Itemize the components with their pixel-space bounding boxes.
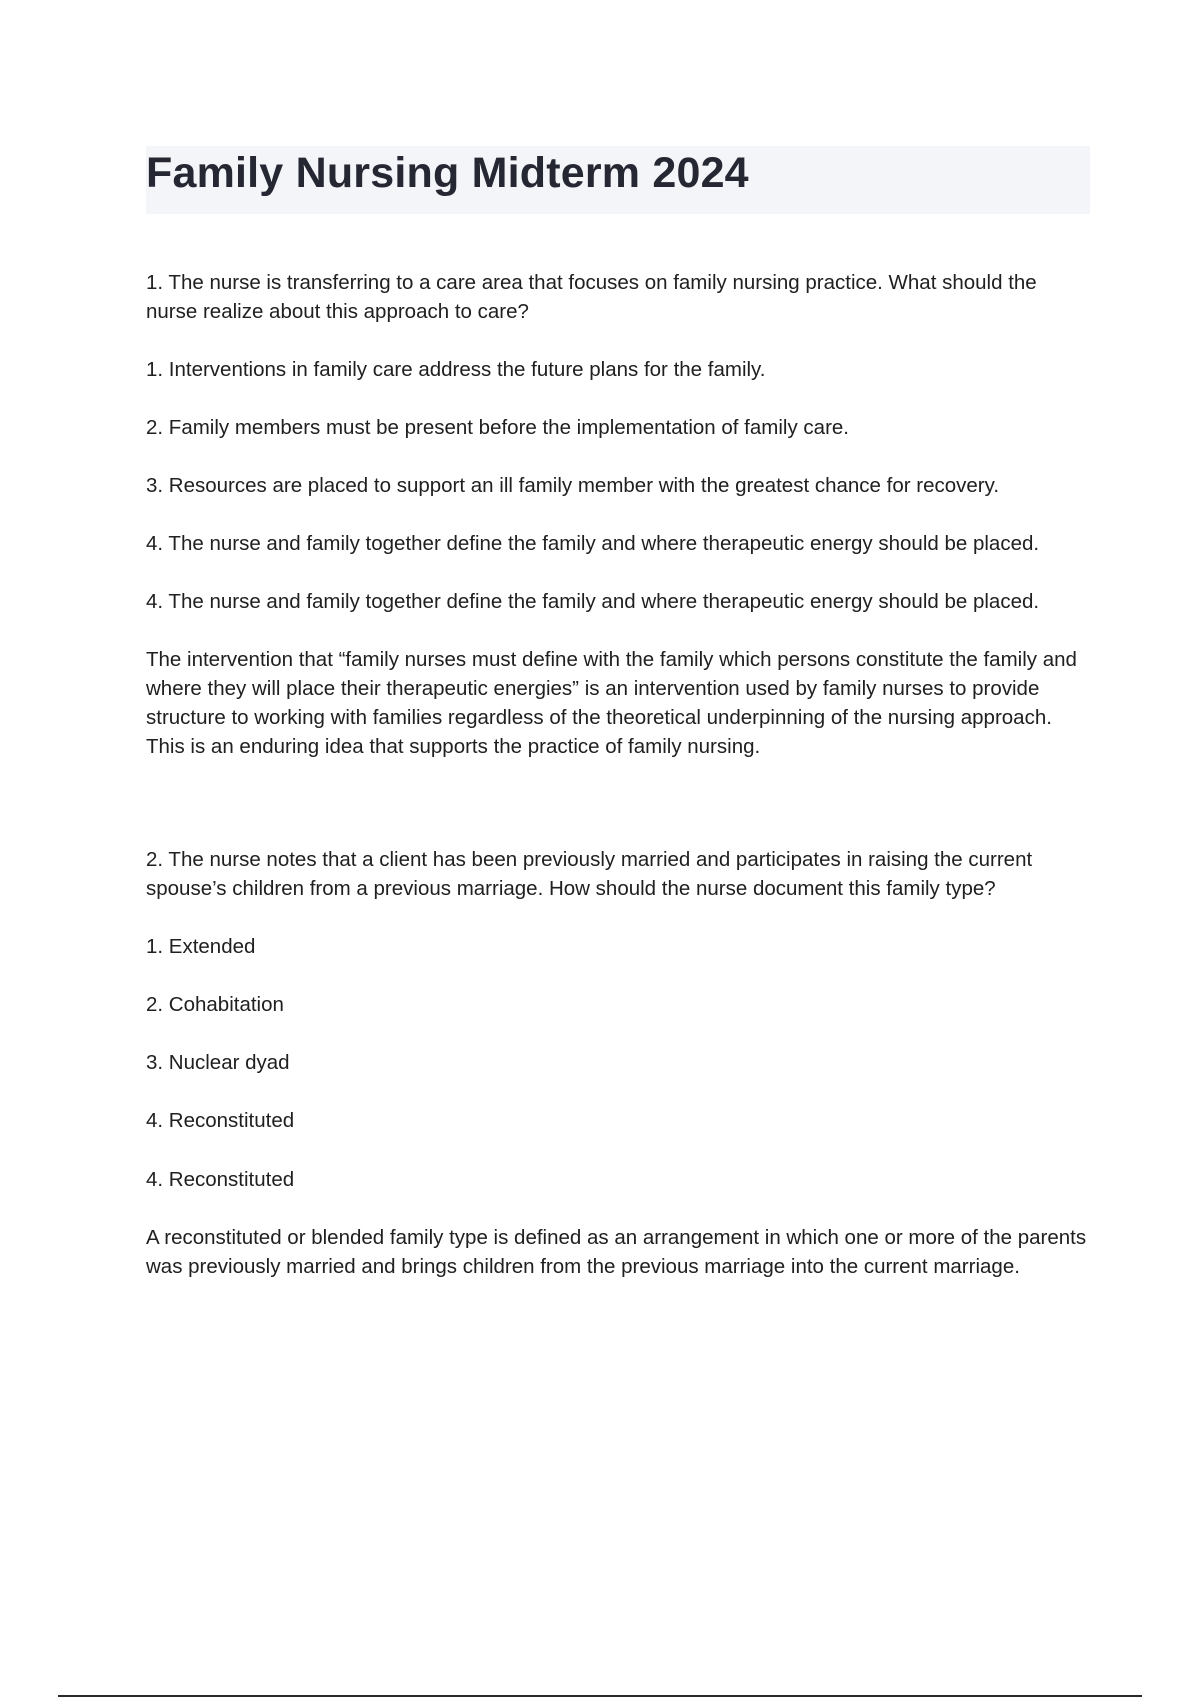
question-1-option-4: 4. The nurse and family together define the family and where therapeutic energy should be placed.: [146, 532, 1040, 555]
question-1-option-1: 1. Interventions in family care address the future plans for the family.: [146, 358, 766, 381]
question-1-option-2: 2. Family members must be present before the implementation of family care.: [146, 416, 849, 439]
footer-divider: [58, 1695, 1142, 1697]
question-1-rationale: The intervention that “family nurses must define with the family which persons constitute the family and where they will place their therapeutic energies” is an intervention used by family nurses to provide structure to working with families regardless of the theoretical underpinning of the nursing approach. This is an enduring idea that supports the practice of family nursing.: [146, 648, 1077, 758]
question-2-option-1: 1. Extended: [146, 935, 256, 958]
question-2-option-3: 3. Nuclear dyad: [146, 1051, 290, 1074]
page-title: Family Nursing Midterm 2024: [146, 149, 749, 197]
question-2-rationale: A reconstituted or blended family type is defined as an arrangement in which one or more of the parents was previously married and brings children from the previous marriage into the current marriage.: [146, 1226, 1087, 1278]
question-2-option-2: 2. Cohabitation: [146, 993, 284, 1016]
document-body: [146, 268, 1090, 1281]
question-1-option-3: 3. Resources are placed to support an ill family member with the greatest chance for recovery.: [146, 474, 1000, 497]
question-1: [146, 268, 1090, 761]
question-2-option-4: 4. Reconstituted: [146, 1109, 295, 1132]
question-2-stem: 2. The nurse notes that a client has been previously married and participates in raising the current spouse’s children from a previous marriage. How should the nurse document this family type?: [146, 848, 1033, 900]
question-1-answer: 4. The nurse and family together define the family and where therapeutic energy should be placed.: [146, 590, 1040, 613]
question-1-stem: 1. The nurse is transferring to a care area that focuses on family nursing practice. What should the nurse realize about this approach to care?: [146, 271, 1037, 323]
question-2: [146, 845, 1090, 1281]
question-2-answer: 4. Reconstituted: [146, 1168, 295, 1191]
